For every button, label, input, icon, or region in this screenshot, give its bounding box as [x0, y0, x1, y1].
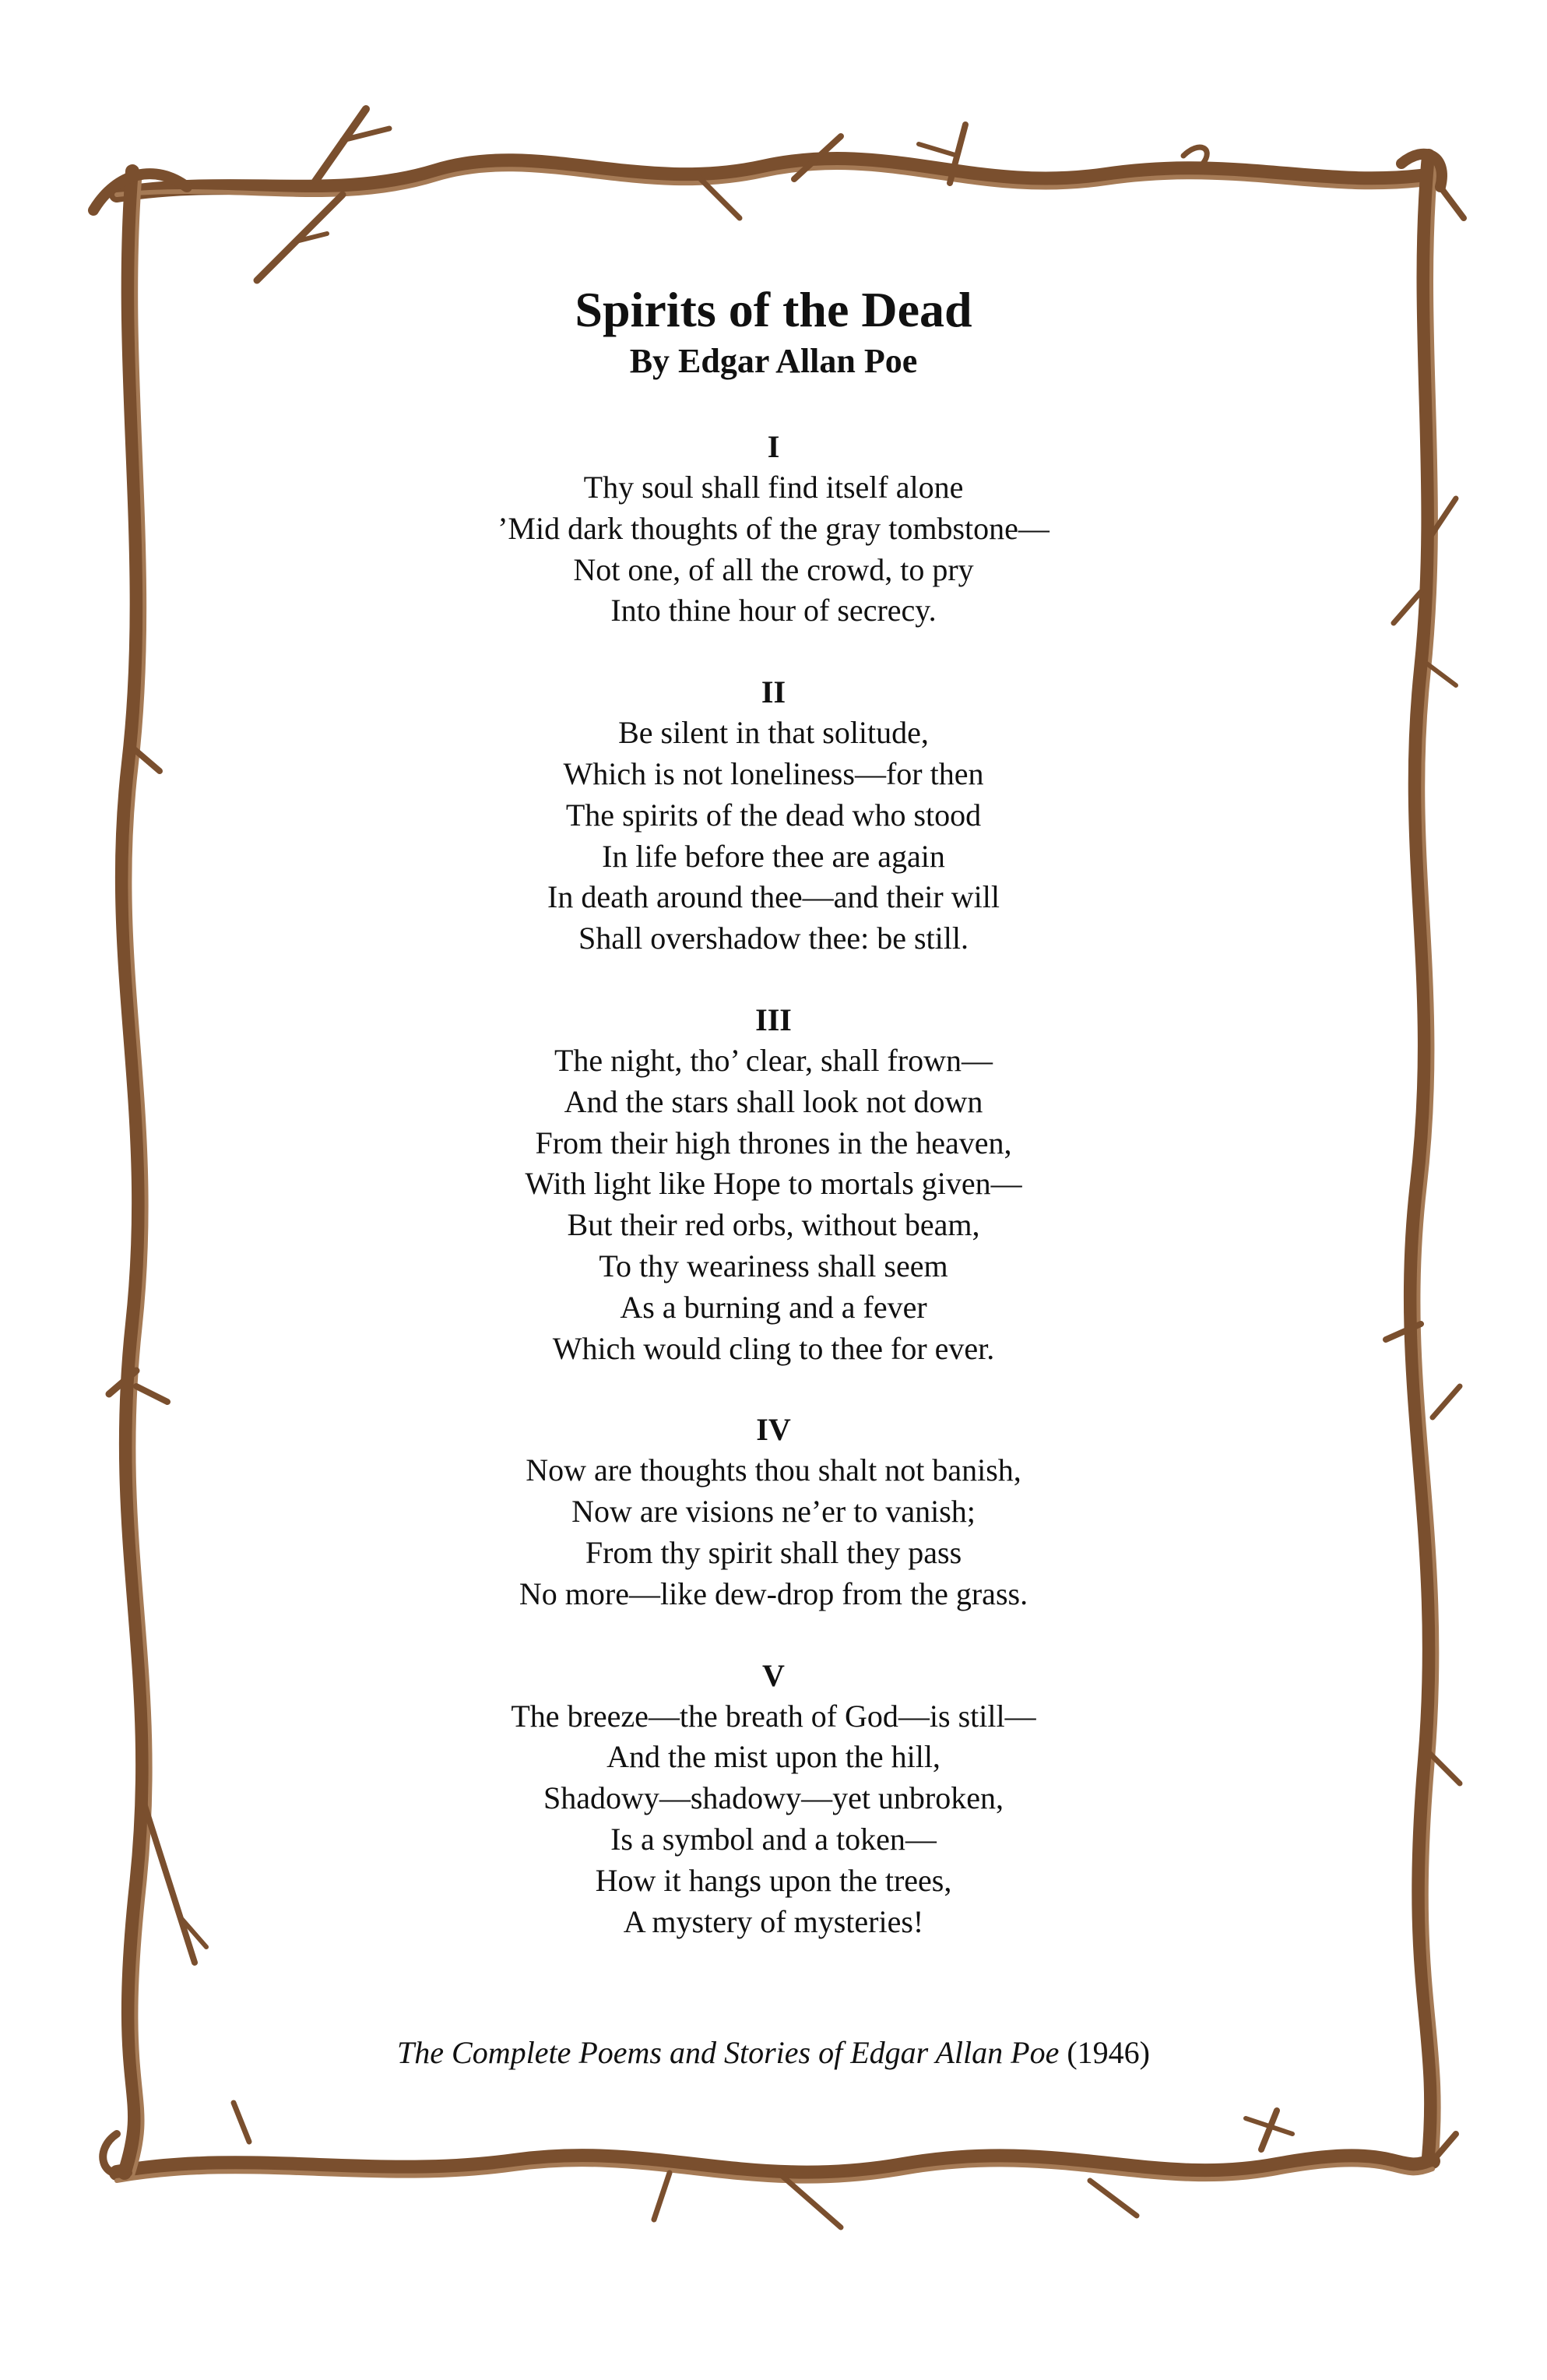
- poem-line: Shall overshadow thee: be still.: [578, 921, 969, 956]
- stanza-4: [311, 1410, 1236, 1614]
- poem-line: But their red orbs, without beam,: [567, 1207, 980, 1243]
- source-book-title: The Complete Poems and Stories of Edgar Allan Poe: [397, 2035, 1060, 2070]
- poem-line: From their high thrones in the heaven,: [535, 1125, 1012, 1160]
- poem-line: To thy weariness shall seem: [599, 1248, 948, 1283]
- poem-line: Is a symbol and a token—: [610, 1821, 937, 1857]
- source-citation: [234, 2033, 1313, 2073]
- poem-line: As a burning and a fever: [620, 1289, 927, 1325]
- poem-byline: By Edgar Allan Poe: [629, 342, 918, 380]
- poem-line: No more—like dew-drop from the grass.: [519, 1576, 1028, 1611]
- poem-line: And the stars shall look not down: [564, 1083, 983, 1119]
- poem-line: Now are visions ne’er to vanish;: [571, 1494, 976, 1530]
- stanza-2: [311, 672, 1236, 959]
- poem-line: Thy soul shall find itself alone: [583, 470, 964, 505]
- bottom-branch: [117, 2156, 1433, 2173]
- stanza-numeral: V: [762, 1657, 785, 1693]
- poem-title: Spirits of the Dead: [575, 282, 972, 337]
- poem-line: The spirits of the dead who stood: [565, 797, 982, 833]
- poem-line: And the mist upon the hill,: [606, 1739, 941, 1775]
- stanza-numeral: I: [767, 429, 780, 464]
- stanza-numeral: IV: [756, 1412, 791, 1448]
- poem-line: The night, tho’ clear, shall frown—: [554, 1042, 993, 1078]
- poem-line: Which is not loneliness—for then: [563, 755, 984, 791]
- poem-line: Now are thoughts thou shalt not banish,: [526, 1452, 1021, 1488]
- stanza-numeral: III: [755, 1002, 792, 1037]
- poem-line: Shadowy—shadowy—yet unbroken,: [543, 1780, 1004, 1816]
- poem-line: The breeze—the breath of God—is still—: [511, 1698, 1036, 1734]
- source-year: (1946): [1067, 2035, 1150, 2070]
- poem-line: With light like Hope to mortals given—: [525, 1166, 1022, 1202]
- poem-line: Into thine hour of secrecy.: [610, 593, 937, 628]
- poem-line: In death around thee—and their will: [547, 879, 1000, 915]
- stanza-1: [311, 427, 1236, 632]
- poem-line: ’Mid dark thoughts of the gray tombstone—: [498, 510, 1049, 546]
- stanza-3: [311, 1000, 1236, 1369]
- poem-line: In life before thee are again: [602, 838, 945, 874]
- poem-line: From thy spirit shall they pass: [585, 1534, 962, 1570]
- poem-line: Not one, of all the crowd, to pry: [573, 551, 974, 587]
- poem-line: Be silent in that solitude,: [618, 715, 929, 751]
- stanza-numeral: II: [761, 674, 786, 710]
- poem-body: [311, 280, 1236, 1983]
- poem-line: How it hangs upon the trees,: [595, 1862, 952, 1898]
- stanza-5: [311, 1656, 1236, 1943]
- poem-line: A mystery of mysteries!: [623, 1903, 924, 1939]
- poem-line: Which would cling to thee for ever.: [552, 1330, 995, 1366]
